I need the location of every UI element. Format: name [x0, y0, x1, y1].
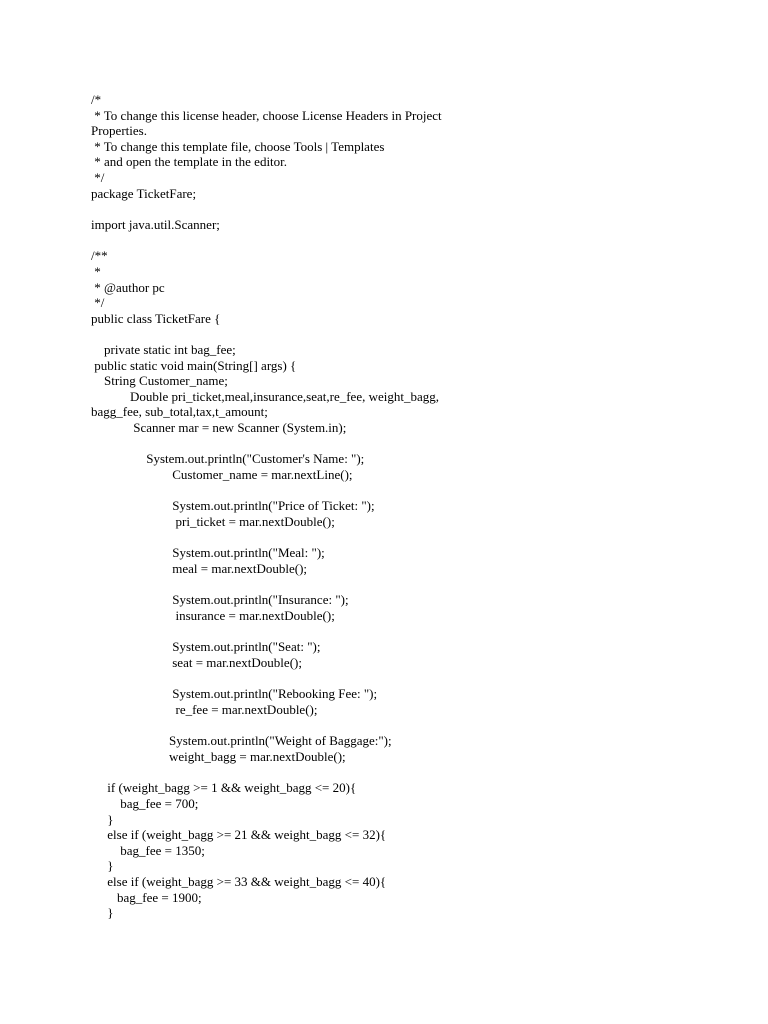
code-line: } — [91, 858, 114, 874]
code-line: if (weight_bagg >= 1 && weight_bagg <= 20){ — [91, 780, 357, 796]
code-line: System.out.println("Meal: "); — [91, 545, 325, 561]
code-line: package TicketFare; — [91, 185, 197, 201]
code-line: bag_fee = 1900; — [91, 889, 202, 905]
code-line: /* — [91, 92, 102, 107]
code-line: weight_bagg = mar.nextDouble(); — [91, 748, 346, 764]
code-line: * and open the template in the editor. — [91, 154, 288, 170]
code-line: else if (weight_bagg >= 21 && weight_bagg <= 32){ — [91, 827, 387, 843]
code-line — [91, 326, 442, 342]
code-line: /** — [91, 248, 108, 264]
code-line — [91, 483, 442, 499]
code-line: * — [91, 263, 101, 279]
code-line: seat = mar.nextDouble(); — [91, 655, 302, 670]
code-line: pri_ticket = mar.nextDouble(); — [91, 514, 335, 530]
code-line: } — [91, 811, 114, 827]
code-line: System.out.println("Insurance: "); — [91, 592, 349, 608]
code-line: * To change this template file, choose Tools | Templates — [91, 138, 385, 154]
code-line: System.out.println("Seat: "); — [91, 639, 321, 655]
code-line: * To change this license header, choose License Headers in Project — [91, 107, 442, 123]
code-line: private static int bag_fee; — [91, 342, 236, 358]
code-line: System.out.println("Customer's Name: "); — [91, 451, 365, 467]
code-line: Double pri_ticket,meal,insurance,seat,re_fee, weight_bagg, — [91, 388, 439, 404]
code-line — [91, 624, 442, 640]
code-line — [91, 671, 442, 687]
code-line: */ — [91, 295, 105, 311]
code-line: public class TicketFare { — [91, 310, 221, 326]
code-line — [91, 201, 442, 217]
code-line: re_fee = mar.nextDouble(); — [91, 701, 318, 717]
code-line — [91, 436, 442, 452]
code-line: bagg_fee, sub_total,tax,t_amount; — [91, 404, 268, 420]
code-line: import java.util.Scanner; — [91, 216, 220, 232]
code-line: bag_fee = 700; — [91, 795, 199, 811]
code-line: insurance = mar.nextDouble(); — [91, 608, 335, 624]
code-line: } — [91, 905, 114, 921]
code-line: else if (weight_bagg >= 33 && weight_bagg <= 40){ — [91, 873, 387, 889]
code-line: bag_fee = 1350; — [91, 842, 205, 858]
code-line: System.out.println("Rebooking Fee: "); — [91, 686, 378, 702]
code-line: * @author pc — [91, 279, 165, 295]
code-line: */ — [91, 169, 105, 185]
code-line — [91, 718, 442, 734]
code-line — [91, 765, 442, 781]
code-line: System.out.println("Weight of Baggage:"); — [91, 733, 392, 749]
code-line: Scanner mar = new Scanner (System.in); — [91, 420, 347, 436]
code-line: meal = mar.nextDouble(); — [91, 561, 308, 577]
code-line — [91, 577, 442, 593]
code-line — [91, 530, 442, 546]
source-code-block — [91, 92, 442, 921]
code-line: public static void main(String[] args) { — [91, 357, 297, 373]
code-line: System.out.println("Price of Ticket: "); — [91, 498, 375, 514]
code-line: Properties. — [91, 123, 147, 139]
code-line — [91, 233, 442, 249]
code-line: Customer_name = mar.nextLine(); — [91, 467, 353, 483]
code-line: String Customer_name; — [91, 373, 228, 389]
